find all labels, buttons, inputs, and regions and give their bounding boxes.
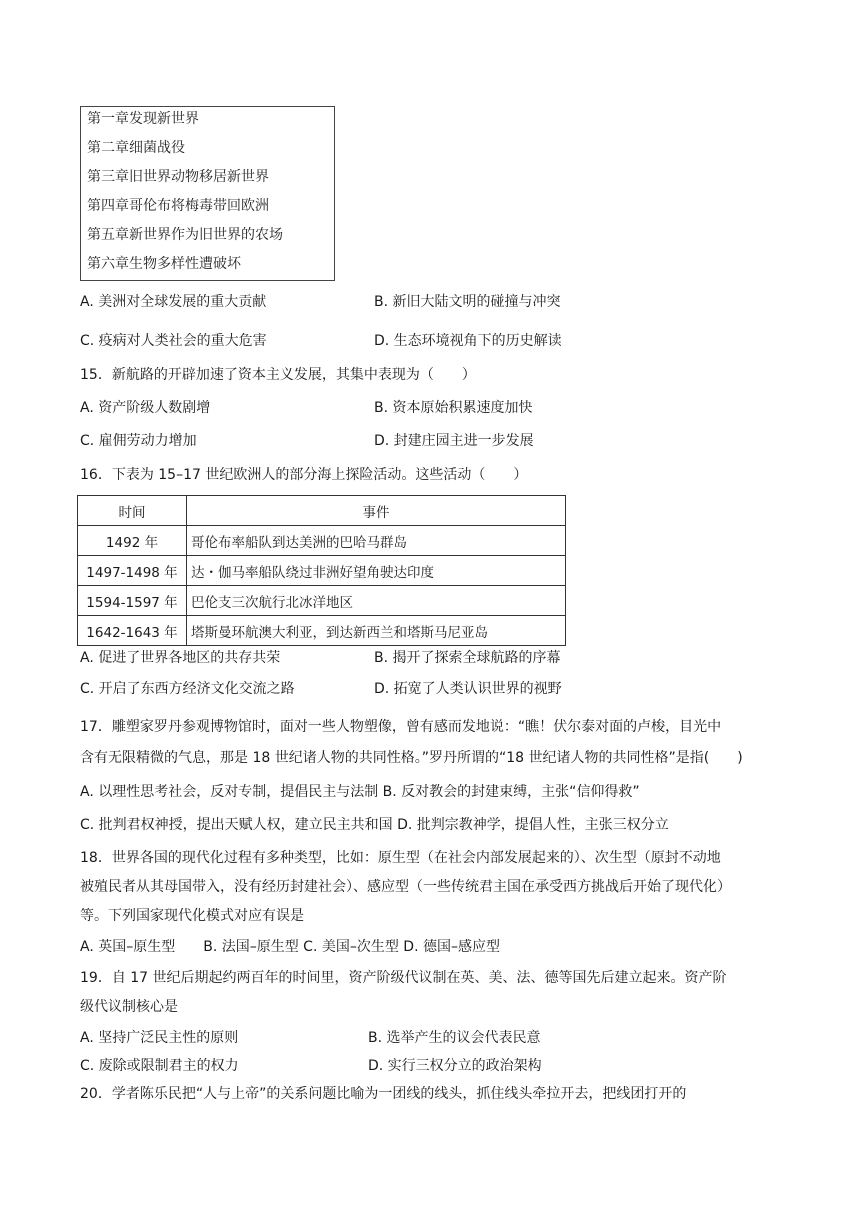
- q14-option-b: B. 新旧大陆文明的碰撞与冲突: [374, 294, 561, 310]
- table-row: [78, 586, 566, 616]
- q16-option-c: C. 开启了东西方经济文化交流之路: [80, 681, 295, 697]
- q18-stem-line3: 等。下列国家现代化模式对应有误是: [80, 908, 304, 924]
- table-header-row: [78, 496, 566, 526]
- chapter-item: 第二章细菌战役: [87, 140, 185, 156]
- q18-stem-line1: 18．世界各国的现代化过程有多种类型，比如：原生型（在社会内部发展起来的）、次生型（原封不动地: [80, 850, 721, 866]
- table-cell-event: 哥伦布率船队到达美洲的巴哈马群岛: [187, 526, 566, 556]
- q20-stem-line1: 20．学者陈乐民把“人与上帝”的关系问题比喻为一团线的线头，抓住线头牵拉开去，把线团打开的: [80, 1086, 687, 1102]
- q17-options-cd: C. 批判君权神授，提出天赋人权，建立民主共和国 D. 批判宗教神学，提倡人性，主张三权分立: [80, 817, 669, 833]
- q16-option-a: A. 促进了世界各地区的共存共荣: [80, 650, 281, 666]
- q17-stem-line2: 含有无限精微的气息，那是 18 世纪诸人物的共同性格。”罗丹所谓的“18 世纪诸人物的共同性格”是指( ): [80, 750, 743, 766]
- q15-option-c: C. 雇佣劳动力增加: [80, 433, 197, 449]
- q15-option-a: A. 资产阶级人数剧增: [80, 400, 211, 416]
- q19-stem-line1: 19．自 17 世纪后期起约两百年的时间里，资产阶级代议制在英、美、法、德等国先后建立起来。资产阶: [80, 970, 727, 986]
- q15-stem: 15．新航路的开辟加速了资本主义发展，其集中表现为（ ）: [80, 367, 476, 383]
- table-header-time: 时间: [78, 496, 187, 526]
- q18-options: A. 英国–原生型 B. 法国–原生型 C. 美国–次生型 D. 德国–感应型: [80, 939, 500, 955]
- exploration-table: [77, 495, 566, 646]
- table-cell-event: 塔斯曼环航澳大利亚，到达新西兰和塔斯马尼亚岛: [187, 616, 566, 646]
- chapter-item: 第三章旧世界动物移居新世界: [87, 169, 269, 185]
- table-cell-time: 1497-1498 年: [78, 556, 187, 586]
- q14-option-c: C. 疫病对人类社会的重大危害: [80, 333, 267, 349]
- table-cell-event: 巴伦支三次航行北冰洋地区: [187, 586, 566, 616]
- q14-option-a: A. 美洲对全球发展的重大贡献: [80, 294, 267, 310]
- q17-options-ab: A. 以理性思考社会，反对专制，提倡民主与法制 B. 反对教会的封建束缚，主张“信仰得救”: [80, 784, 640, 800]
- table-row: [78, 616, 566, 646]
- q16-stem: 16．下表为 15–17 世纪欧洲人的部分海上探险活动。这些活动（ ）: [80, 467, 528, 483]
- table-cell-event: 达・伽马率船队绕过非洲好望角驶达印度: [187, 556, 566, 586]
- table-row: [78, 556, 566, 586]
- q19-option-a: A. 坚持广泛民主性的原则: [80, 1030, 239, 1046]
- q14-option-d: D. 生态环境视角下的历史解读: [374, 333, 562, 349]
- q16-option-b: B. 揭开了探索全球航路的序幕: [374, 650, 561, 666]
- q19-option-b: B. 选举产生的议会代表民意: [368, 1030, 541, 1046]
- chapter-item: 第六章生物多样性遭破坏: [87, 256, 241, 272]
- q18-stem-line2: 被殖民者从其母国带入，没有经历封建社会）、感应型（一些传统君主国在承受西方挑战后开始了现代化）: [80, 879, 731, 895]
- table-row: [78, 526, 566, 556]
- chapter-list-box: [80, 106, 335, 281]
- chapter-item: 第五章新世界作为旧世界的农场: [87, 227, 283, 243]
- chapter-item: 第一章发现新世界: [87, 111, 199, 127]
- table-cell-time: 1642-1643 年: [78, 616, 187, 646]
- q19-option-d: D. 实行三权分立的政治架构: [368, 1058, 542, 1074]
- q15-option-b: B. 资本原始积累速度加快: [374, 400, 533, 416]
- chapter-item: 第四章哥伦布将梅毒带回欧洲: [87, 198, 269, 214]
- q15-option-d: D. 封建庄园主进一步发展: [374, 433, 534, 449]
- q16-option-d: D. 拓宽了人类认识世界的视野: [374, 681, 562, 697]
- q19-stem-line2: 级代议制核心是: [80, 999, 178, 1015]
- q17-stem-line1: 17．雕塑家罗丹参观博物馆时，面对一些人物塑像，曾有感而发地说：“瞧！伏尔泰对面的卢梭，目光中: [80, 719, 722, 735]
- table-cell-time: 1594-1597 年: [78, 586, 187, 616]
- table-header-event: 事件: [187, 496, 566, 526]
- q19-option-c: C. 废除或限制君主的权力: [80, 1058, 239, 1074]
- table-cell-time: 1492 年: [78, 526, 187, 556]
